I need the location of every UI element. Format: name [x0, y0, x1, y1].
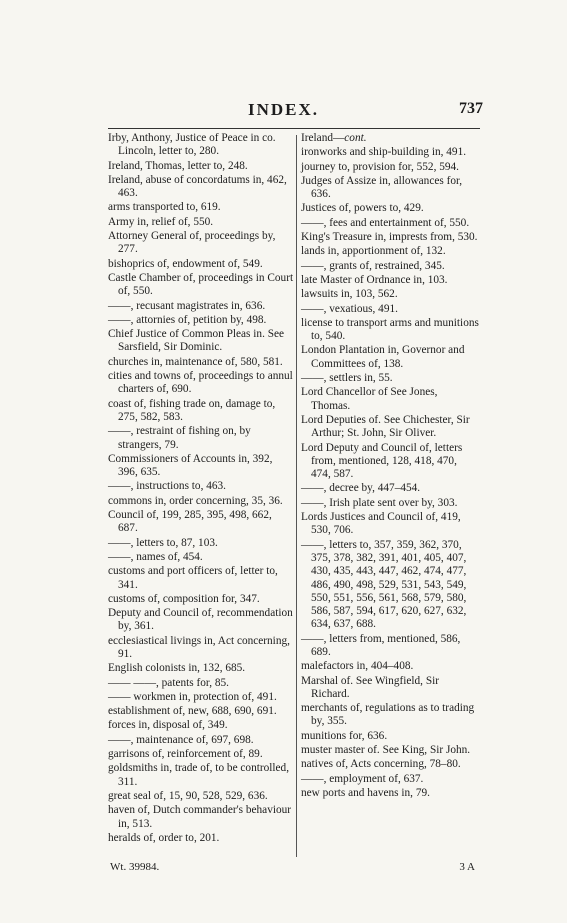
- index-entry: ecclesiastical livings in, Act concerning, 91.: [108, 634, 293, 660]
- index-entry: —— workmen in, protection of, 491.: [108, 690, 277, 703]
- index-entry: Attorney General of, proceedings by, 277.: [108, 230, 279, 256]
- index-entry: ——, instructions to, 463.: [108, 480, 226, 493]
- index-entry: Castle Chamber of, proceedings in Court of, 550.: [108, 271, 296, 298]
- index-entry: great seal of, 15, 90, 528, 529, 636.: [108, 789, 268, 802]
- index-entry: natives of, Acts concerning, 78–80.: [301, 758, 461, 771]
- index-entry: Judges of Assize in, allowances for, 636.: [301, 174, 465, 201]
- index-entry: customs of, composition for, 347.: [108, 592, 260, 605]
- index-entry: cities and towns of, proceedings to annul charters of, 690.: [108, 370, 296, 396]
- index-entry: London Plantation in, Governor and Committees of, 138.: [301, 344, 468, 370]
- continued-label: cont.: [344, 132, 367, 144]
- index-entry: garrisons of, reinforcement of, 89.: [108, 748, 263, 761]
- index-entry: haven of, Dutch commander's behaviour in, 513.: [108, 804, 294, 830]
- index-entry: Lord Chancellor of See Jones, Thomas.: [301, 386, 441, 412]
- index-entry: Deputy and Council of, recommendation by, 361.: [108, 607, 296, 633]
- index-entry: ——, maintenance of, 697, 698.: [108, 733, 254, 746]
- page-footer: [0, 861, 567, 877]
- index-entry: ironworks and ship-building in, 491.: [301, 146, 467, 159]
- index-entry: Council of, 199, 285, 395, 498, 662, 687.: [108, 509, 275, 535]
- index-entry: ——, fees and entertainment of, 550.: [301, 216, 470, 229]
- index-entry: lawsuits in, 103, 562.: [301, 288, 398, 301]
- index-entry: Lords Justices and Council of, 419, 530, 706.: [301, 511, 464, 537]
- index-entry: Marshal of. See Wingfield, Sir Richard.: [301, 674, 442, 700]
- index-entry: license to transport arms and munitions to, 540.: [301, 316, 482, 343]
- index-entry: ——, settlers in, 55.: [301, 372, 393, 385]
- index-column-right: [301, 132, 482, 801]
- page-title: INDEX.: [247, 100, 320, 119]
- index-entry: bishoprics of, endowment of, 549.: [108, 257, 263, 270]
- index-entry: new ports and havens in, 79.: [301, 786, 430, 799]
- index-entry: coast of, fishing trade on, damage to, 275, 582, 583.: [108, 397, 279, 423]
- index-entry: Lord Deputies of. See Chichester, Sir Arthur; St. John, Sir Oliver.: [301, 413, 472, 440]
- index-entry: Commissioners of Accounts in, 392, 396, 635.: [108, 452, 276, 479]
- header-rule: [108, 128, 480, 129]
- index-entry: Justices of, powers to, 429.: [301, 202, 424, 215]
- index-entry: English colonists in, 132, 685.: [108, 662, 246, 675]
- index-entry: heralds of, order to, 201.: [108, 831, 220, 844]
- index-entry: muster master of. See King, Sir John.: [301, 744, 471, 757]
- index-column-left: [108, 132, 294, 846]
- index-entry: ——, names of, 454.: [108, 550, 203, 563]
- index-entry: lands in, apportionment of, 132.: [301, 245, 446, 258]
- index-entry: arms transported to, 619.: [108, 201, 221, 214]
- index-entry: Irby, Anthony, Justice of Peace in co. Lincoln, letter to, 280.: [108, 132, 279, 158]
- index-entry: establishment of, new, 688, 690, 691.: [108, 705, 277, 718]
- index-entry: late Master of Ordnance in, 103.: [301, 273, 448, 286]
- index-entry: commons in, order concerning, 35, 36.: [108, 494, 283, 507]
- index-entry: King's Treasure in, imprests from, 530.: [301, 231, 478, 244]
- page-number: 737: [459, 100, 483, 117]
- index-entry: Ireland, Thomas, letter to, 248.: [108, 159, 248, 172]
- index-entry: ——, grants of, restrained, 345.: [301, 259, 445, 272]
- continued-heading: [301, 132, 479, 145]
- index-entry: munitions for, 636.: [301, 729, 388, 742]
- index-entry: journey to, provision for, 552, 594.: [301, 160, 460, 173]
- index-entry: merchants of, regulations as to trading by, 355.: [301, 702, 477, 728]
- index-entry: ——, decree by, 447–454.: [301, 482, 421, 495]
- index-entry: forces in, disposal of, 349.: [108, 719, 228, 732]
- index-entry: Army in, relief of, 550.: [108, 215, 214, 228]
- index-entry: ——, attornies of, petition by, 498.: [108, 313, 267, 326]
- continued-name: Ireland—: [301, 132, 345, 144]
- page-header: [0, 100, 567, 126]
- index-entry: Chief Justice of Common Pleas in. See Sarsfield, Sir Dominic.: [108, 328, 287, 354]
- index-entry: ——, employment of, 637.: [301, 772, 424, 785]
- index-entry: Ireland, abuse of concordatums in, 462, 463.: [108, 173, 290, 200]
- index-entry: ——, letters to, 87, 103.: [108, 536, 218, 549]
- index-entry: customs and port officers of, letter to, 341.: [108, 565, 281, 591]
- index-entry: ——, letters from, mentioned, 586, 689.: [301, 632, 464, 658]
- index-entry: Lord Deputy and Council of, letters from, mentioned, 128, 418, 470, 474, 587.: [301, 441, 466, 481]
- index-entry: churches in, maintenance of, 580, 581.: [108, 355, 283, 368]
- index-entry: goldsmiths in, trade of, to be controlled, 311.: [108, 762, 292, 788]
- printer-mark: Wt. 39984.: [110, 861, 160, 873]
- index-entry: ——, letters to, 357, 359, 362, 370, 375, 378, 382, 391, 401, 405, 407, 430, 435, 443, 447, 462, 474, 477, 486, 490, 498, 529, 531, 543, 549, 550, 551, 556, 561, 568, 579, 580, 586, 587, 594, 617, 620, 627, 632, 634, 637, 688.: [301, 538, 470, 631]
- index-entry: malefactors in, 404–408.: [301, 660, 414, 673]
- index-entry: ——, vexatious, 491.: [301, 302, 398, 315]
- index-entry: ——, restraint of fishing on, by strangers, 79.: [108, 425, 254, 451]
- signature-mark: 3 A: [459, 861, 475, 873]
- column-divider: [296, 135, 297, 857]
- index-entry: ——, Irish plate sent over by, 303.: [301, 496, 458, 509]
- index-entry: ——, recusant magistrates in, 636.: [108, 299, 266, 312]
- index-entry: —— ——, patents for, 85.: [108, 676, 229, 689]
